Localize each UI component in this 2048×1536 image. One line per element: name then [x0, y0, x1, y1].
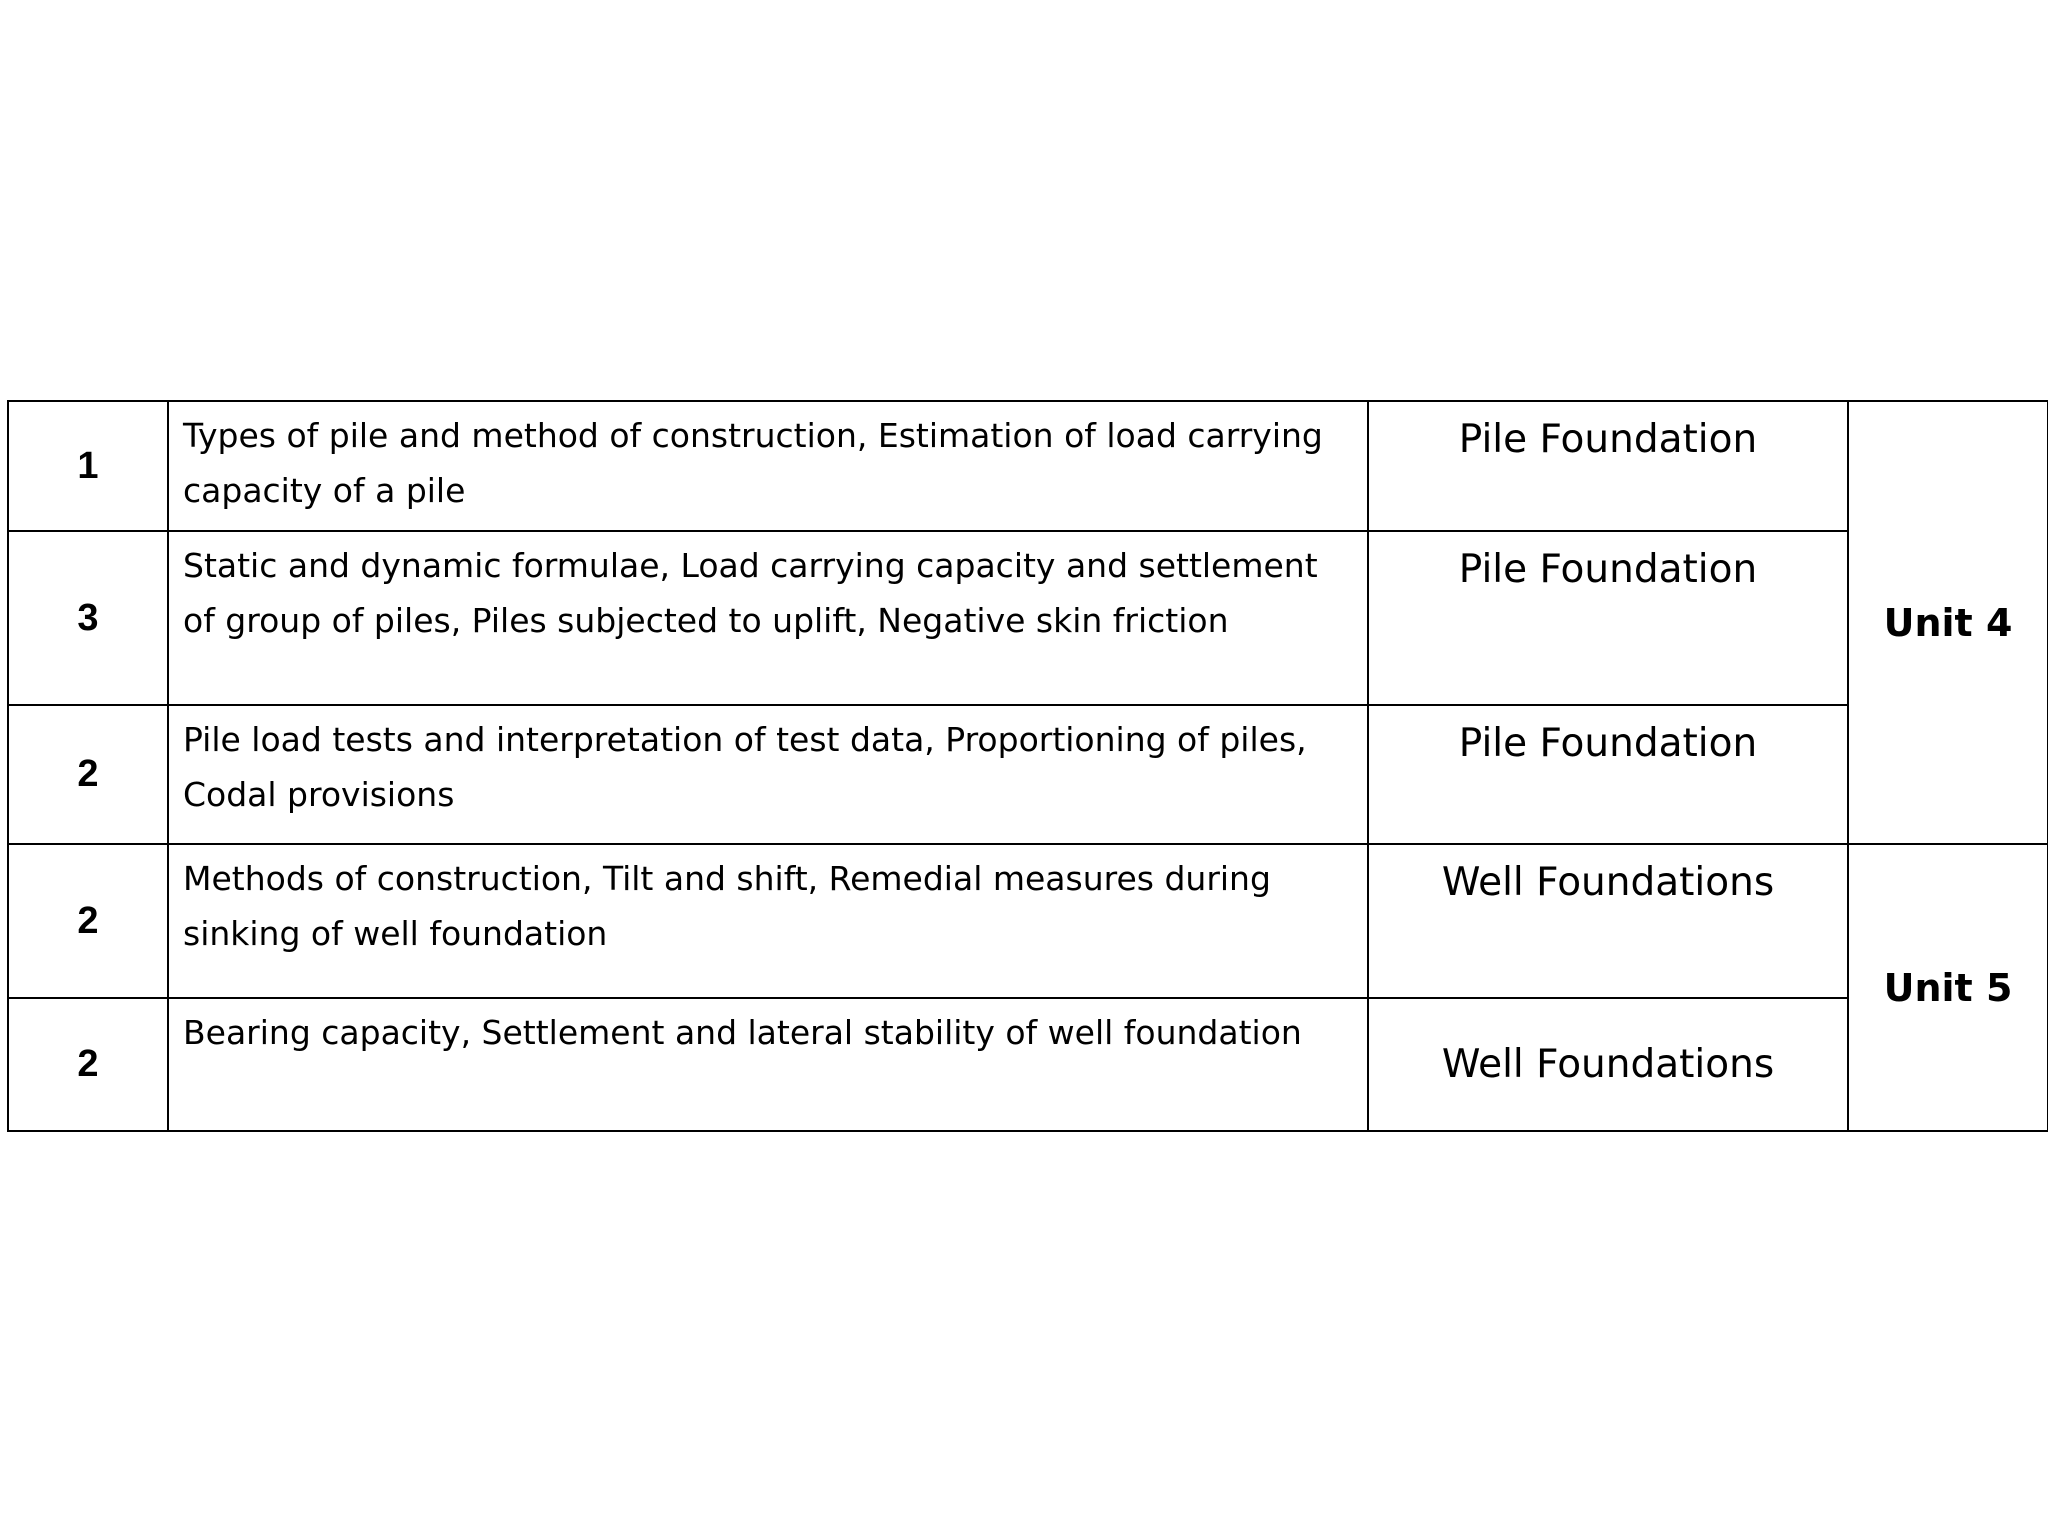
- hours-cell: 2: [8, 705, 168, 844]
- hours-cell: 2: [8, 998, 168, 1131]
- chapter-cell: Pile Foundation: [1368, 531, 1848, 705]
- table-row: [8, 844, 2048, 998]
- chapter-cell: Well Foundations: [1368, 844, 1848, 998]
- chapter-cell: Pile Foundation: [1368, 705, 1848, 844]
- topics-cell: Bearing capacity, Settlement and lateral stability of well foundation: [168, 998, 1368, 1131]
- table-row: [8, 998, 2048, 1131]
- chapter-cell: Pile Foundation: [1368, 401, 1848, 531]
- table-row: [8, 705, 2048, 844]
- topics-cell: Methods of construction, Tilt and shift, Remedial measures during sinking of well foundation: [168, 844, 1368, 998]
- unit-cell: Unit 5: [1848, 844, 2048, 1131]
- hours-cell: 3: [8, 531, 168, 705]
- table-row: [8, 401, 2048, 531]
- topics-cell: Pile load tests and interpretation of test data, Proportioning of piles, Codal provisions: [168, 705, 1368, 844]
- syllabus-table: [7, 400, 2048, 1132]
- hours-cell: 2: [8, 844, 168, 998]
- topics-cell: Static and dynamic formulae, Load carrying capacity and settlement of group of piles, Piles subjected to uplift, Negative skin friction: [168, 531, 1368, 705]
- hours-cell: 1: [8, 401, 168, 531]
- unit-cell: Unit 4: [1848, 401, 2048, 844]
- table-row: [8, 531, 2048, 705]
- topics-cell: Types of pile and method of construction, Estimation of load carrying capacity of a pile: [168, 401, 1368, 531]
- chapter-cell: Well Foundations: [1368, 998, 1848, 1131]
